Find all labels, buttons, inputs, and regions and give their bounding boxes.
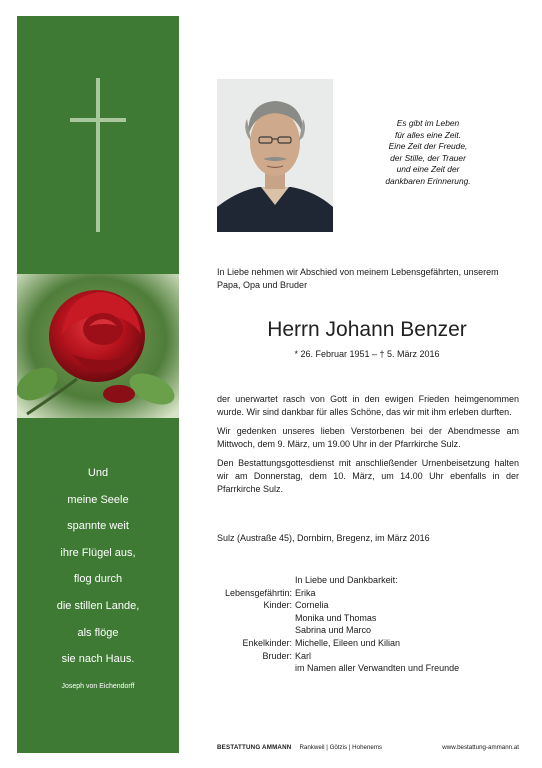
intro-text: In Liebe nehmen wir Abschied von meinem Lebensgefährten, unserem Papa, Opa und Bruder — [217, 267, 499, 290]
poem-line: Und — [87, 467, 109, 479]
survivor-row — [217, 587, 459, 600]
body-paragraph: Wir gedenken unseres lieben Verstorbenen bei der Abendmesse am Mittwoch, dem 9. März, um 19.00 Uhr in der Pfarrkirche Sulz. — [217, 426, 519, 449]
footer-website-link[interactable]: www.bestattung-ammann.at — [442, 744, 519, 751]
quote-line: für alles eine Zeit. — [394, 129, 462, 140]
footer-brand: BESTATTUNG AMMANN — [217, 744, 292, 751]
poem-author: Joseph von Eichendorff — [61, 682, 135, 690]
poem-line: als flöge — [77, 626, 119, 639]
survivor-names: Cornelia — [295, 600, 329, 611]
cross-icon — [96, 78, 100, 232]
poem — [17, 460, 179, 690]
survivor-names: Erika — [295, 587, 316, 598]
poem-line: sie nach Haus. — [61, 653, 135, 666]
quote-line: der Stille, der Trauer — [390, 152, 466, 163]
survivor-row — [217, 637, 459, 650]
survivor-row — [217, 650, 459, 663]
quote-line: Es gibt im Leben — [396, 118, 460, 128]
survivor-role: Kinder: — [263, 600, 292, 611]
poem-line: die stillen Lande, — [56, 599, 140, 612]
rose-image — [17, 274, 179, 418]
body-paragraph: der unerwartet rasch von Gott in den ewigen Frieden heimgenommen wurde. Wir sind dankbar für alles Schöne, das wir mit ihm erleben durften. — [217, 394, 519, 417]
survivor-names: Sabrina und Marco — [295, 625, 372, 636]
survivors-list — [217, 574, 459, 675]
sidebar-band — [17, 16, 179, 753]
survivor-row — [217, 624, 459, 637]
survivor-names: Karl — [295, 650, 312, 661]
survivor-names: Michelle, Eileen und Kilian — [295, 637, 401, 648]
announcement-body — [217, 393, 519, 502]
portrait-photo — [217, 79, 333, 232]
quote-line: dankbaren Erinnerung. — [385, 175, 471, 186]
survivor-names: Monika und Thomas — [295, 612, 377, 623]
survivor-role — [217, 662, 295, 675]
footer-locations: Rankweil | Götzis | Hohenems — [299, 744, 383, 751]
survivor-role — [217, 624, 295, 637]
survivor-role: Enkelkinder: — [242, 637, 292, 648]
survivors-heading: In Liebe und Dankbarkeit: — [295, 575, 398, 585]
cross-icon-bar — [70, 118, 126, 122]
survivor-row — [217, 599, 459, 612]
life-dates: * 26. Februar 1951 – † 5. März 2016 — [294, 349, 440, 359]
quote — [348, 118, 508, 187]
quote-line: und eine Zeit der — [396, 164, 460, 174]
survivor-role — [217, 612, 295, 625]
poem-line: flog durch — [73, 573, 123, 586]
body-paragraph: Den Bestattungsgottesdienst mit anschließender Urnenbeisetzung halten wir am Donnerstag, dem 10. März, um 14.00 Uhr ebenfalls in der Pfarrkirche Sulz. — [217, 458, 519, 494]
poem-line: ihre Flügel aus, — [60, 546, 136, 559]
poem-line: spannte weit — [67, 520, 129, 533]
survivor-role: Lebensgefährtin: — [224, 587, 292, 598]
quote-line: Eine Zeit der Freude, — [388, 141, 468, 151]
survivor-row — [217, 612, 459, 625]
survivor-names: im Namen aller Verwandten und Freunde — [295, 663, 460, 674]
deceased-name: Herrn Johann Benzer — [267, 318, 467, 341]
survivor-role: Bruder: — [262, 650, 292, 661]
survivors-heading-row — [217, 574, 459, 587]
footer — [217, 744, 519, 751]
survivor-row — [217, 662, 459, 675]
poem-line: meine Seele — [67, 493, 129, 506]
place-date: Sulz (Austraße 45), Dornbirn, Bregenz, im März 2016 — [217, 533, 430, 543]
